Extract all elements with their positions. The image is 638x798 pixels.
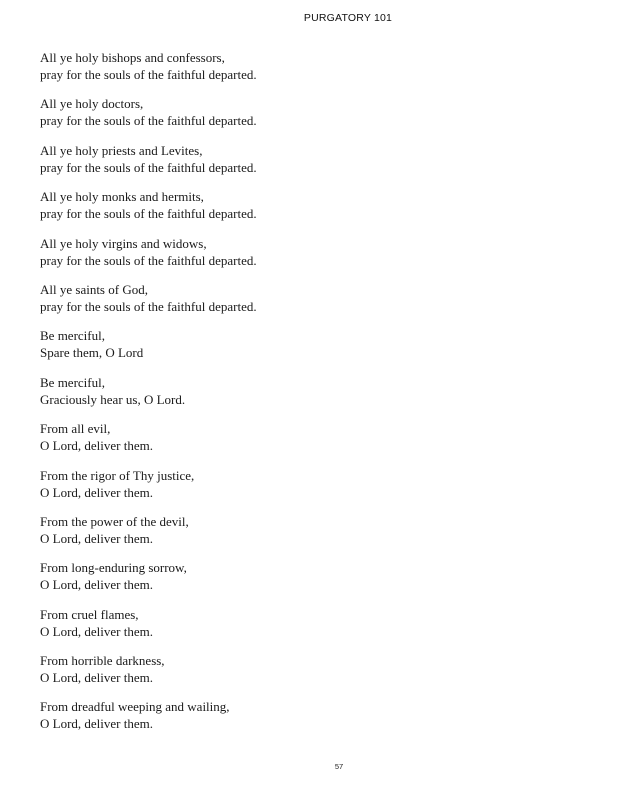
invocation-line: From all evil,: [40, 421, 111, 437]
invocation-line: From the rigor of Thy justice,: [40, 467, 195, 483]
response-line: O Lord, deliver them.: [40, 623, 153, 639]
invocation-line: From cruel flames,: [40, 606, 139, 622]
invocation-line: From horrible darkness,: [40, 653, 165, 669]
invocation-line: All ye saints of God,: [40, 281, 148, 297]
litany-stanza: [40, 235, 600, 269]
response-line: O Lord, deliver them.: [40, 577, 153, 593]
litany-stanza: [40, 281, 600, 315]
invocation-line: All ye holy virgins and widows,: [40, 235, 207, 251]
invocation-line: All ye holy priests and Levites,: [40, 142, 203, 158]
response-line: pray for the souls of the faithful departed.: [40, 159, 257, 175]
litany-stanza: [40, 652, 600, 686]
litany-stanza: [40, 188, 600, 222]
litany-stanza: [40, 420, 600, 454]
litany-stanza: [40, 467, 600, 501]
response-line: O Lord, deliver them.: [40, 484, 153, 500]
page-number: 57: [334, 762, 344, 771]
litany-stanza: [40, 698, 600, 732]
response-line: pray for the souls of the faithful departed.: [40, 252, 257, 268]
response-line: O Lord, deliver them.: [40, 670, 153, 686]
litany-stanza: [40, 513, 600, 547]
invocation-line: All ye holy bishops and confessors,: [40, 50, 225, 65]
litany-stanza: [40, 142, 600, 176]
response-line: pray for the souls of the faithful departed.: [40, 206, 257, 222]
invocation-line: From long-enduring sorrow,: [40, 560, 187, 576]
response-line: Graciously hear us, O Lord.: [40, 391, 186, 407]
litany-stanza: [40, 374, 600, 408]
litany-stanza: [40, 327, 600, 361]
response-line: pray for the souls of the faithful departed.: [40, 67, 257, 82]
response-line: O Lord, deliver them.: [40, 716, 153, 732]
response-line: O Lord, deliver them.: [40, 530, 153, 546]
invocation-line: Be merciful,: [40, 374, 105, 390]
response-line: pray for the souls of the faithful departed.: [40, 298, 257, 314]
running-header-title: PURGATORY 101: [303, 12, 393, 24]
response-line: pray for the souls of the faithful departed.: [40, 113, 257, 129]
invocation-line: All ye holy monks and hermits,: [40, 189, 204, 205]
invocation-line: Be merciful,: [40, 328, 105, 344]
response-line: Spare them, O Lord: [40, 345, 144, 361]
invocation-line: From dreadful weeping and wailing,: [40, 699, 230, 715]
invocation-line: From the power of the devil,: [40, 513, 189, 529]
litany-stanza: [40, 95, 600, 129]
litany-stanza: [40, 49, 600, 83]
response-line: O Lord, deliver them.: [40, 438, 153, 454]
invocation-line: All ye holy doctors,: [40, 96, 144, 112]
litany-stanza: [40, 606, 600, 640]
litany-stanza: [40, 559, 600, 593]
litany-body: [40, 49, 600, 745]
